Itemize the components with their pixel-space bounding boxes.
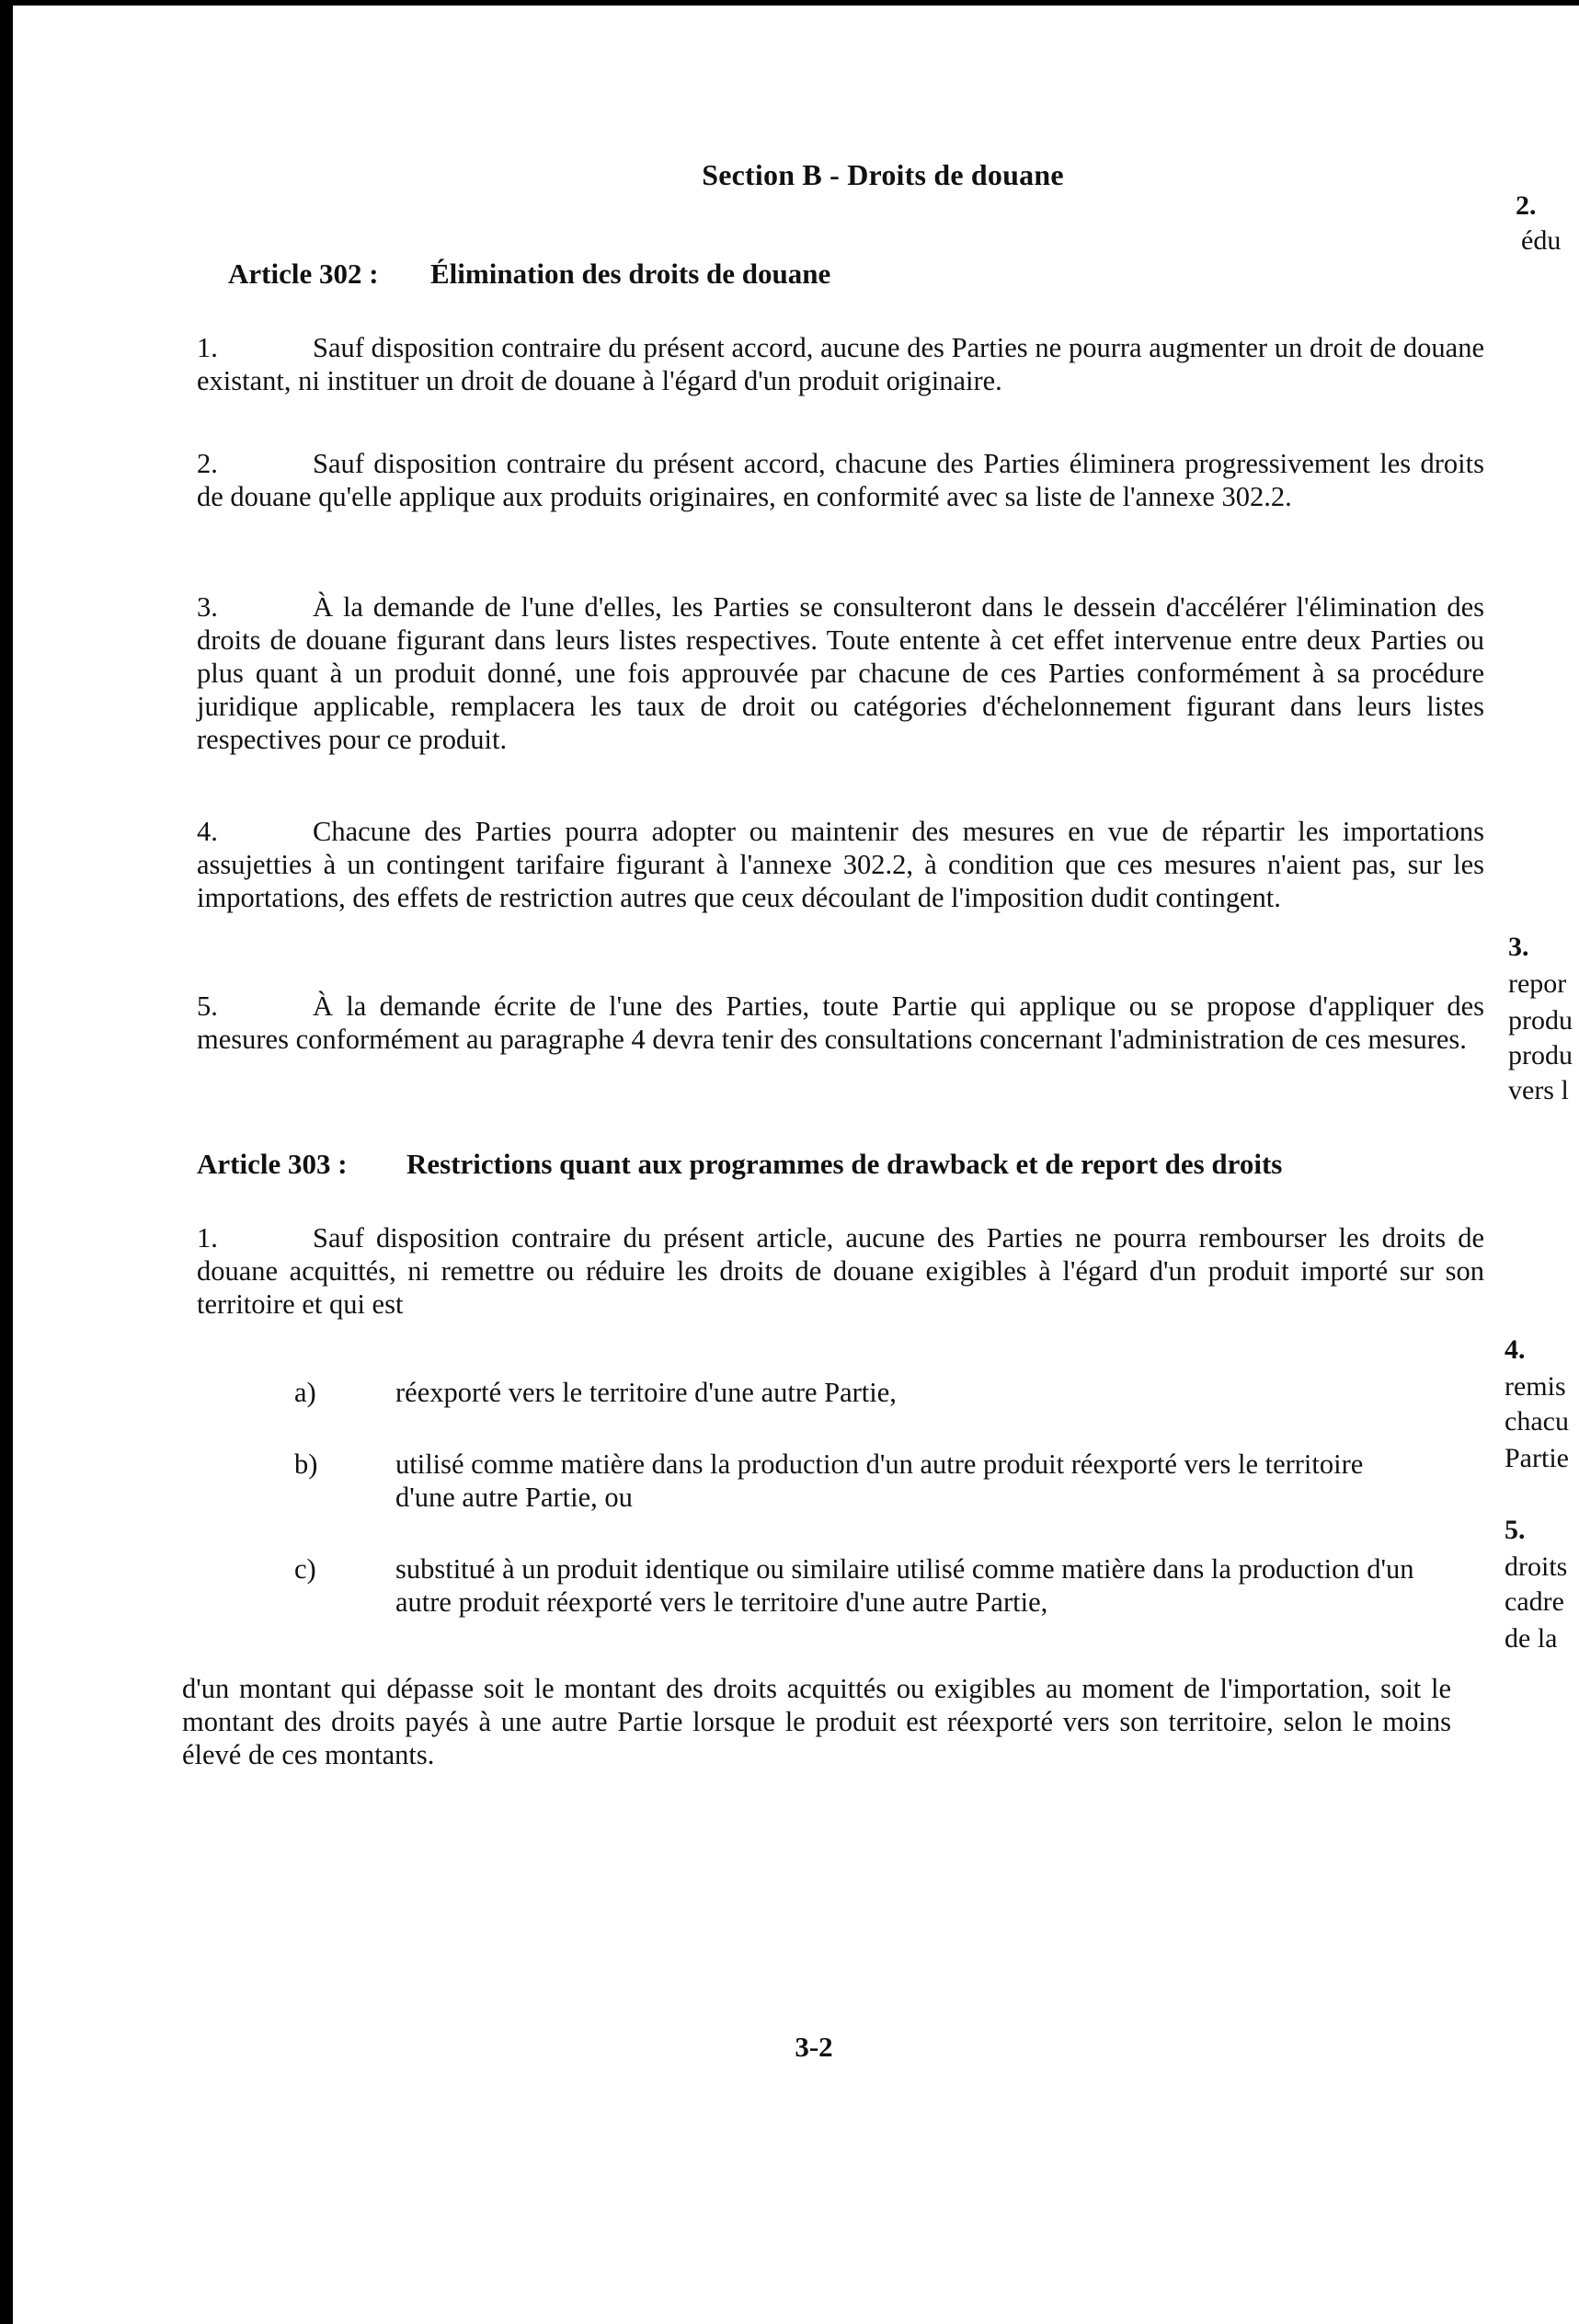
- article-302-paragraph-2: [197, 447, 1484, 513]
- adjacent-page-fragment: 4.: [1505, 1334, 1526, 1365]
- article-303-item-b: [294, 1448, 1425, 1514]
- paragraph-number: 1.: [197, 332, 218, 363]
- paragraph-number: 5.: [197, 990, 218, 1022]
- paragraph-number: 4.: [197, 816, 218, 847]
- adjacent-page-fragment: 2.: [1516, 190, 1537, 221]
- paragraph-number: 2.: [197, 448, 218, 479]
- adjacent-page-fragment: produ: [1508, 1005, 1573, 1036]
- paragraph-number: 3.: [197, 591, 218, 623]
- paragraph-text: Sauf disposition contraire du présent accord, chacune des Parties éliminera progressivement les droits de douane qu'elle applique aux produits originaires, en conformité avec sa liste de l'annexe 302.2.: [197, 448, 1484, 512]
- article-302-heading: [228, 258, 830, 291]
- paragraph-text: À la demande de l'une d'elles, les Parties se consulteront dans le dessein d'accélérer l'élimination des droits de douane figurant dans leurs listes respectives. Toute entente à cet effet intervenue entre deux Parties ou plus quant à un produit donné, une fois approuvée par chacune de ces Parties conformément à sa procédure juridique applicable, remplacera les taux de droit ou catégories d'échelonnement figurant dans leurs listes respectives pour ce produit.: [197, 591, 1484, 755]
- section-title: Section B - Droits de douane: [702, 158, 1064, 191]
- item-label: c): [294, 1553, 316, 1585]
- article-302-number: Article 302 :: [228, 258, 379, 290]
- article-303-number: Article 303 :: [197, 1148, 348, 1180]
- paragraph-text: Sauf disposition contraire du présent accord, aucune des Parties ne pourra augmenter un droit de douane existant, ni instituer un droit de douane à l'égard d'un produit originaire.: [197, 332, 1484, 396]
- adjacent-page-fragment: droits: [1505, 1551, 1568, 1582]
- item-text: utilisé comme matière dans la production d'un autre produit réexporté vers le territoire d'une autre Partie, ou: [395, 1448, 1364, 1513]
- page-number: 3-2: [795, 2031, 833, 2063]
- article-302-paragraph-1: [197, 331, 1484, 397]
- article-302-paragraph-5: [197, 990, 1484, 1056]
- article-303-paragraph-1: [197, 1221, 1484, 1321]
- paragraph-text: Sauf disposition contraire du présent article, aucune des Parties ne pourra rembourser les droits de douane acquittés, ni remettre ou réduire les droits de douane exigibles à l'égard d'un produit importé sur son territoire et qui est: [197, 1222, 1484, 1320]
- adjacent-page-fragment: 5.: [1505, 1515, 1526, 1545]
- item-text: substitué à un produit identique ou similaire utilisé comme matière dans la production d'un autre produit réexporté vers le territoire d'une autre Partie,: [395, 1553, 1414, 1618]
- adjacent-page-fragment: chacu: [1505, 1406, 1569, 1437]
- article-303-closing-text: d'un montant qui dépasse soit le montant des droits acquittés ou exigibles au moment de l'importation, soit le montant des droits payés à une autre Partie lorsque le produit est réexporté vers son territoire, selon le moins élevé de ces montants.: [182, 1673, 1451, 1770]
- paragraph-text: Chacune des Parties pourra adopter ou maintenir des mesures en vue de répartir les importations assujetties à un contingent tarifaire figurant à l'annexe 302.2, à condition que ces mesures n'aient pas, sur les importations, des effets de restriction autres que ceux découlant de l'imposition dudit contingent.: [197, 816, 1484, 913]
- article-303-heading: [197, 1148, 1282, 1181]
- article-302-paragraph-3: [197, 590, 1484, 756]
- adjacent-page-fragment: édu: [1521, 225, 1562, 256]
- article-303-title: Restrictions quant aux programmes de drawback et de report des droits: [406, 1148, 1283, 1180]
- adjacent-page-fragment: cadre: [1505, 1586, 1564, 1617]
- adjacent-page-fragment: produ: [1508, 1040, 1573, 1070]
- article-303-item-a: [294, 1376, 1425, 1409]
- adjacent-page-fragment: 3.: [1508, 932, 1529, 962]
- item-text: réexporté vers le territoire d'une autre Partie,: [395, 1377, 897, 1408]
- adjacent-page-fragment: de la: [1505, 1623, 1558, 1654]
- adjacent-page-fragment: repor: [1508, 968, 1567, 999]
- adjacent-page-fragment: remis: [1505, 1371, 1566, 1402]
- article-303-item-c: [294, 1552, 1425, 1619]
- paragraph-text: À la demande écrite de l'une des Parties, toute Partie qui applique ou se propose d'appliquer des mesures conformément au paragraphe 4 devra tenir des consultations concernant l'administration de ces mesures.: [197, 990, 1484, 1055]
- adjacent-page-fragment: Partie: [1505, 1443, 1569, 1473]
- paragraph-number: 1.: [197, 1222, 218, 1254]
- item-label: a): [294, 1377, 316, 1408]
- item-label: b): [294, 1448, 318, 1480]
- adjacent-page-fragment: vers l: [1508, 1075, 1569, 1105]
- article-302-paragraph-4: [197, 815, 1484, 914]
- article-302-title: Élimination des droits de douane: [430, 258, 831, 290]
